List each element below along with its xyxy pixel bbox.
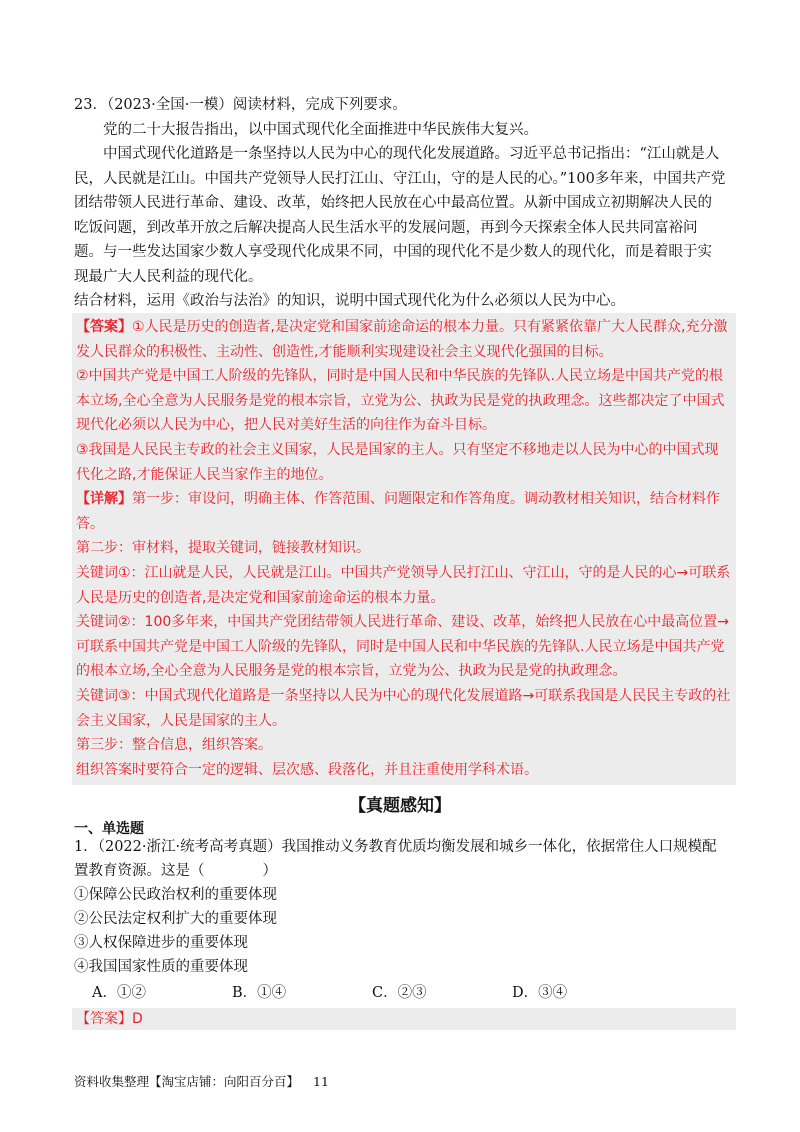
page-number: 11 (313, 1074, 329, 1089)
keyword-1: 关键词①：江山就是人民，人民就是江山。中国共产党领导人民打江山、守江山，守的是人民的心→可联系人民是历史的创造者,是决定党和国家前途命运的根本力量。 (76, 564, 731, 606)
answer-23-point-3: ③我国是人民民主专政的社会主义国家，人民是国家的主人。只有坚定不移地走以人民为中心的中国式现代化之路,才能保证人民当家作主的地位。 (76, 441, 719, 483)
section-title: 【真题感知】 (349, 796, 451, 816)
question-23-ask: 结合材料，运用《政治与法治》的知识，说明中国式现代化为什么必须以人民为中心。 (74, 293, 625, 309)
detail-step-1-text: 第一步：审设问，明确主体、作答范围、问题限定和作答角度。调动教材相关知识，结合材料作答。 (76, 491, 720, 532)
footer-source: 资料收集整理【淘宝店铺：向阳百分百】 (74, 1074, 300, 1089)
option-c: C．②③ (372, 985, 427, 1001)
answer-23-point-1 (76, 315, 732, 364)
detail-step-1 (76, 487, 732, 536)
question-1 (74, 835, 726, 1005)
answer-1-value: D (132, 1011, 143, 1027)
question-1-stem: 1．（2022·浙江·统考高考真题）我国推动义务教育优质均衡发展和城乡一体化，依据常住人口规模配置教育资源。这是（ ） (74, 839, 717, 879)
option-b: B．①④ (232, 985, 287, 1001)
answer-23-point-2: ②中国共产党是中国工人阶级的先锋队，同时是中国人民和中华民族的先锋队.人民立场是中国共产党的根本立场,全心全意为人民服务是党的根本宗旨，立党为公、执政为民是党的执政理念。这些都决定了中国式现代化必须以人民为中心，把人民对美好生活的向往作为奋斗目标。 (76, 368, 725, 434)
statement-4: ④我国国家性质的重要体现 (74, 959, 248, 975)
statement-3: ③人权保障进步的重要体现 (74, 935, 248, 951)
options-row (74, 981, 726, 1005)
answer-23-point-1-text: ①人民是历史的创造者,是决定党和国家前途命运的根本力量。只有紧紧依靠广大人民群众,充分激发人民群众的积极性、主动性、创造性,才能顺利实现建设社会主义现代化强国的目标。 (76, 319, 728, 360)
detail-tag: 【详解】 (76, 491, 132, 508)
question-23-material-2: 中国式现代化道路是一条坚持以人民为中心的现代化发展道路。习近平总书记指出：“江山就是人民，人民就是江山。中国共产党领导人民打江山、守江山，守的是人民的心。”100多年来，中国共产党团结带领人民进行革命、建设、改革，始终把人民放在心中最高位置。从新中国成立初期解决人民的吃饭问题，到改革开放之后解决提高人民生活水平的发展问题，再到今天探索全体人民共同富裕问题。与一些发达国家少数人享受现代化成果不同，中国的现代化不是少数人的现代化，而是着眼于实现最广大人民利益的现代化。 (74, 146, 726, 285)
detail-step-3: 第三步：整合信息，组织答案。 (76, 737, 272, 754)
keyword-3: 关键词③：中国式现代化道路是一条坚持以人民为中心的现代化发展道路→可联系我国是人民民主专政的社会主义国家，人民是国家的主人。 (76, 687, 731, 729)
answer-23-box (72, 313, 736, 785)
answer-1-tag: 【答案】 (76, 1011, 132, 1027)
answer-tag: 【答案】 (76, 319, 132, 335)
question-23-head: 23．（2023·全国·一模）阅读材料，完成下列要求。 (74, 97, 407, 113)
keyword-2: 关键词②：100多年来，中国共产党团结带领人民进行革命、建设、改革，始终把人民放在心中最高位置→可联系中国共产党是中国工人阶级的先锋队，同时是中国人民和中华民族的先锋队.人民立场是中国共产党的根本立场,全心全意为人民服务是党的根本宗旨，立党为公、执政为民是党的执政理念。 (76, 614, 730, 680)
detail-step-2: 第二步：审材料，提取关键词，链接教材知识。 (76, 540, 370, 557)
question-23 (74, 93, 726, 314)
statement-2: ②公民法定权利扩大的重要体现 (74, 911, 277, 927)
option-d: D．③④ (512, 985, 568, 1001)
page-footer (74, 1072, 329, 1090)
detail-step-4: 组织答案时要符合一定的逻辑、层次感、段落化，并且注重使用学科术语。 (76, 761, 538, 778)
section-subheading: 一、单选题 (74, 821, 144, 837)
answer-1-box (72, 1008, 736, 1030)
statement-1: ①保障公民政治权利的重要体现 (74, 887, 277, 903)
option-a: A．①② (92, 985, 146, 1001)
question-23-material-1: 党的二十大报告指出，以中国式现代化全面推进中华民族伟大复兴。 (103, 121, 538, 138)
